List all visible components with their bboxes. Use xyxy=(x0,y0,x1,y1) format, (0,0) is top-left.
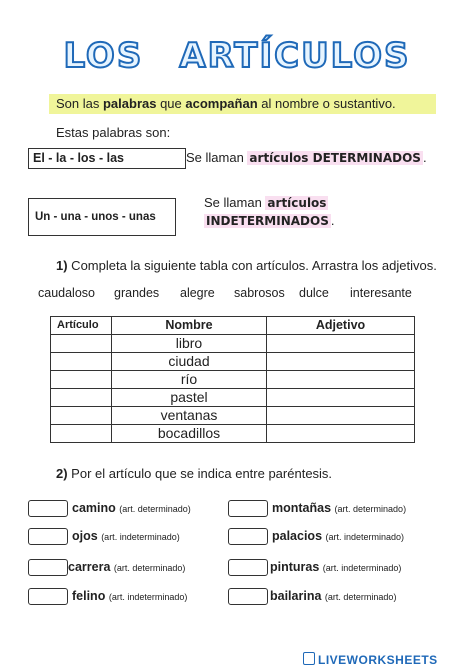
answer-input[interactable] xyxy=(228,588,268,605)
articulo-input-cell[interactable] xyxy=(51,407,112,425)
exercise-1-instruction xyxy=(56,258,437,273)
adjetivo-drop-cell[interactable] xyxy=(267,425,415,443)
table-row xyxy=(51,353,415,371)
liveworksheets-logo-icon xyxy=(303,652,315,665)
answer-input[interactable] xyxy=(28,559,68,576)
list-item xyxy=(270,560,401,574)
adjetivo-drop-cell[interactable] xyxy=(267,353,415,371)
exercise-1-text: Completa la siguiente tabla con artículos. Arrastra los adjetivos. xyxy=(67,258,437,273)
intro-bold-1: palabras xyxy=(102,96,157,111)
draggable-adjective[interactable]: interesante xyxy=(350,286,412,300)
indeterminados-prefix: Se llaman xyxy=(204,195,266,210)
exercise-1-number: 1) xyxy=(56,258,68,273)
nombre-cell: pastel xyxy=(112,389,267,407)
indeterminados-term-2: INDETERMINADOS xyxy=(206,214,329,228)
item-hint: (art. determinado) xyxy=(113,563,186,573)
list-item xyxy=(270,589,396,603)
determinados-label xyxy=(186,150,427,165)
header-articulo: Artículo xyxy=(51,317,112,335)
indeterminados-term-1: artículos xyxy=(267,196,327,210)
item-hint: (art. indeterminado) xyxy=(322,563,402,573)
list-item xyxy=(72,529,180,543)
estas-label: Estas palabras son: xyxy=(56,125,171,140)
articles-table xyxy=(50,316,415,443)
list-item xyxy=(272,529,404,543)
adjetivo-drop-cell[interactable] xyxy=(267,371,415,389)
item-word: palacios xyxy=(272,529,323,543)
table-row xyxy=(51,407,415,425)
item-word: montañas xyxy=(272,501,332,515)
articulo-input-cell[interactable] xyxy=(51,425,112,443)
answer-input[interactable] xyxy=(28,528,68,545)
page-title xyxy=(0,36,474,76)
adjetivo-drop-cell[interactable] xyxy=(267,407,415,425)
answer-input[interactable] xyxy=(28,588,68,605)
draggable-adjective[interactable]: caudaloso xyxy=(38,286,95,300)
intro-text-2: que xyxy=(156,96,186,111)
answer-input[interactable] xyxy=(228,559,268,576)
table-row xyxy=(51,335,415,353)
determinados-suffix: . xyxy=(422,150,427,165)
determinados-prefix: Se llaman xyxy=(186,150,248,165)
item-word: ojos xyxy=(72,529,98,543)
intro-text-1: Son las xyxy=(56,96,103,111)
title-part-2: ARTÍCULOS xyxy=(179,36,411,76)
list-item xyxy=(72,589,187,603)
nombre-cell: río xyxy=(112,371,267,389)
intro-bold-2: acompañan xyxy=(185,96,258,111)
intro-text-3: al nombre o sustantivo. xyxy=(257,96,396,111)
list-item xyxy=(72,501,191,515)
articulo-input-cell[interactable] xyxy=(51,335,112,353)
footer-brand: LIVEWORKSHEETS xyxy=(318,653,438,667)
list-item xyxy=(68,560,185,574)
answer-input[interactable] xyxy=(228,528,268,545)
nombre-cell: ventanas xyxy=(112,407,267,425)
item-hint: (art. indeterminado) xyxy=(108,592,188,602)
determinados-box: El - la - los - las xyxy=(28,148,186,169)
table-row xyxy=(51,371,415,389)
item-hint: (art. determinado) xyxy=(324,592,397,602)
table-row xyxy=(51,389,415,407)
title-part-1: LOS xyxy=(63,36,144,76)
table-row xyxy=(51,425,415,443)
adjetivo-drop-cell[interactable] xyxy=(267,389,415,407)
item-word: bailarina xyxy=(270,589,322,603)
determinados-term: artículos DETERMINADOS xyxy=(249,151,421,165)
indeterminados-box: Un - una - unos - unas xyxy=(28,198,176,236)
nombre-cell: bocadillos xyxy=(112,425,267,443)
intro-sentence xyxy=(56,96,396,111)
item-hint: (art. determinado) xyxy=(334,504,407,514)
indeterminados-suffix: . xyxy=(330,213,335,228)
nombre-cell: libro xyxy=(112,335,267,353)
indeterminados-line-1 xyxy=(204,195,328,210)
nombre-cell: ciudad xyxy=(112,353,267,371)
answer-input[interactable] xyxy=(28,500,68,517)
exercise-2-instruction xyxy=(56,466,332,481)
articulo-input-cell[interactable] xyxy=(51,389,112,407)
item-hint: (art. indeterminado) xyxy=(325,532,405,542)
table-header-row xyxy=(51,317,415,335)
exercise-2-number: 2) xyxy=(56,466,68,481)
item-word: carrera xyxy=(68,560,111,574)
item-word: felino xyxy=(72,589,106,603)
header-adjetivo: Adjetivo xyxy=(267,317,415,335)
draggable-adjective[interactable]: grandes xyxy=(114,286,160,300)
draggable-adjective[interactable]: sabrosos xyxy=(234,286,285,300)
draggable-adjective[interactable]: dulce xyxy=(299,286,329,300)
item-word: pinturas xyxy=(270,560,320,574)
item-hint: (art. determinado) xyxy=(119,504,191,514)
articulo-input-cell[interactable] xyxy=(51,353,112,371)
header-nombre: Nombre xyxy=(112,317,267,335)
draggable-adjective[interactable]: alegre xyxy=(180,286,215,300)
articulo-input-cell[interactable] xyxy=(51,371,112,389)
item-word: camino xyxy=(72,501,116,515)
exercise-2-text: Por el artículo que se indica entre paréntesis. xyxy=(67,466,333,481)
adjetivo-drop-cell[interactable] xyxy=(267,335,415,353)
item-hint: (art. indeterminado) xyxy=(101,532,180,542)
indeterminados-line-2 xyxy=(204,213,334,228)
answer-input[interactable] xyxy=(228,500,268,517)
list-item xyxy=(272,501,406,515)
